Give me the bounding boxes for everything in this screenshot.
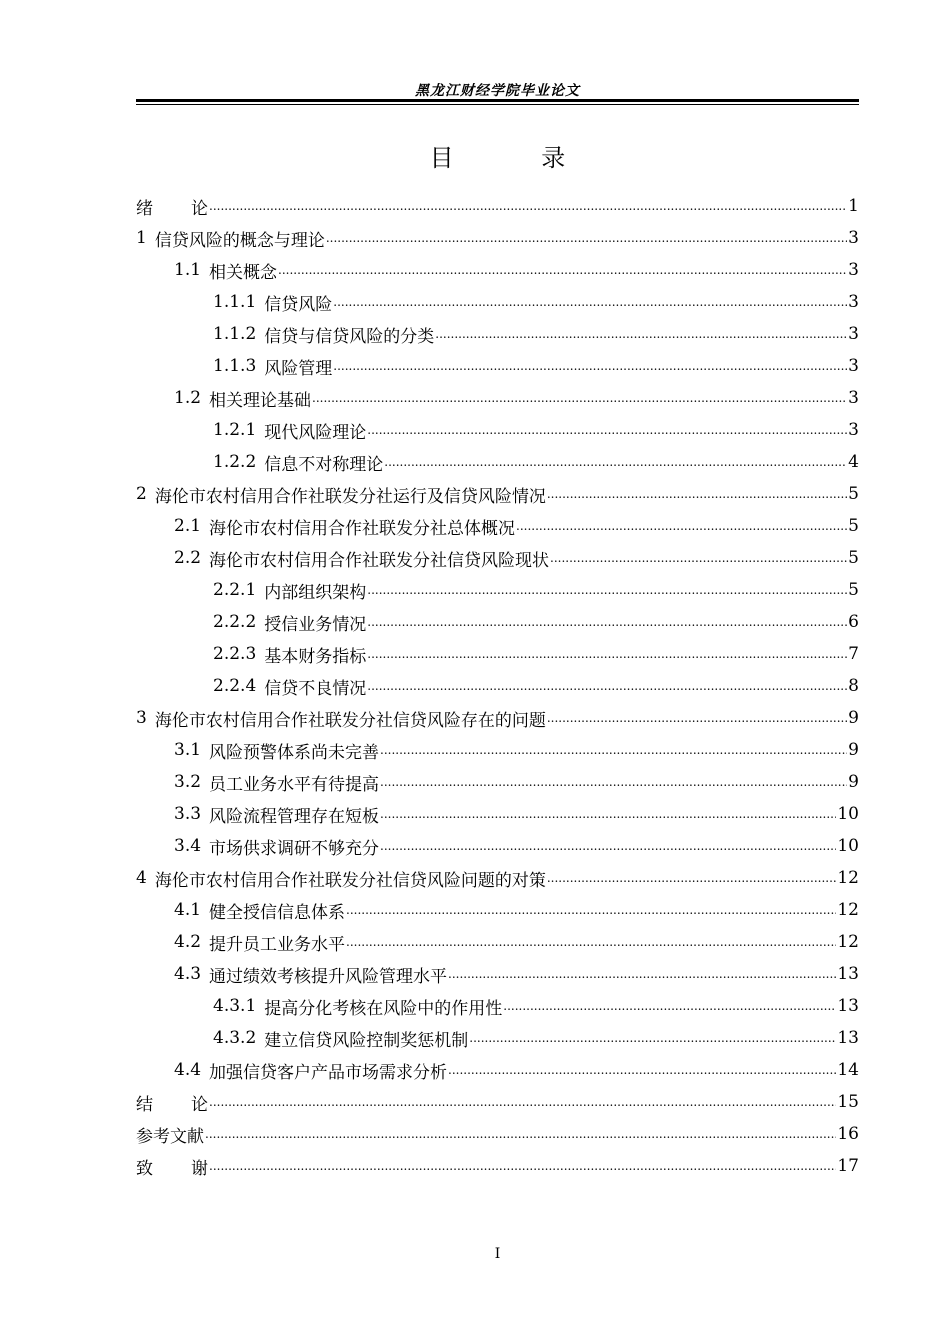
toc-entry-page: 3	[848, 228, 859, 248]
toc-entry-page: 12	[837, 932, 859, 952]
toc-leader-dots	[448, 1060, 836, 1080]
toc-entry[interactable]	[136, 574, 859, 606]
toc-entry-number: 1.1.1	[213, 292, 257, 312]
toc-entry-page: 15	[837, 1092, 859, 1112]
toc-entry-number: 2.2.2	[213, 612, 257, 632]
toc-entry-page: 17	[837, 1156, 859, 1176]
toc-entry-number: 2.2	[174, 548, 202, 568]
toc-entry[interactable]	[136, 862, 859, 894]
toc-leader-dots	[380, 740, 847, 760]
toc-entry-number: 2.1	[174, 516, 202, 536]
toc-entry-number: 4.3.1	[213, 996, 257, 1016]
toc-entry[interactable]	[136, 958, 859, 990]
toc-entry-page: 10	[837, 836, 859, 856]
toc-entry-page: 1	[848, 196, 859, 216]
table-of-contents	[136, 190, 859, 1182]
toc-entry-title: 信贷风险的概念与理论	[154, 230, 325, 251]
toc-leader-dots	[333, 356, 847, 376]
toc-leader-dots	[278, 260, 847, 280]
toc-leader-dots	[367, 644, 847, 664]
toc-entry-title: 授信业务情况	[264, 614, 367, 635]
toc-leader-dots	[384, 452, 847, 472]
toc-leader-dots	[435, 324, 847, 344]
toc-entry[interactable]	[136, 350, 859, 382]
toc-entry[interactable]	[136, 1054, 859, 1086]
toc-entry-title: 市场供求调研不够充分	[209, 838, 380, 859]
toc-entry-title: 风险流程管理存在短板	[209, 806, 380, 827]
toc-entry-page: 7	[848, 644, 859, 664]
toc-entry-page: 9	[848, 708, 859, 728]
toc-entry-page: 13	[837, 1028, 859, 1048]
toc-entry-title: 提升员工业务水平	[209, 934, 346, 955]
toc-entry-title: 海伦市农村信用合作社联发分社总体概况	[209, 518, 516, 539]
toc-entry-number: 2.2.4	[213, 676, 257, 696]
toc-entry-page: 3	[848, 356, 859, 376]
page-number: I	[494, 1246, 501, 1262]
toc-leader-dots	[448, 964, 836, 984]
toc-entry[interactable]	[136, 318, 859, 350]
running-header: 黑龙江财经学院毕业论文	[415, 83, 580, 99]
toc-entry-title: 海伦市农村信用合作社联发分社运行及信贷风险情况	[154, 486, 546, 507]
toc-entry[interactable]	[136, 798, 859, 830]
toc-leader-dots	[209, 196, 847, 216]
toc-entry-page: 10	[837, 804, 859, 824]
toc-entry-title: 致谢	[136, 1158, 246, 1179]
toc-entry-page: 5	[848, 548, 859, 568]
toc-entry-number: 4.4	[174, 1060, 202, 1080]
toc-entry-number: 4.1	[174, 900, 202, 920]
toc-entry-number: 1.1.3	[213, 356, 257, 376]
toc-entry-title: 提高分化考核在风险中的作用性	[264, 998, 503, 1019]
toc-entry-page: 5	[848, 580, 859, 600]
toc-entry-page: 5	[848, 516, 859, 536]
toc-entry[interactable]	[136, 286, 859, 318]
toc-entry-number: 3.1	[174, 740, 202, 760]
toc-entry-number: 1.1.2	[213, 324, 257, 344]
toc-entry-title: 海伦市农村信用合作社联发分社信贷风险存在的问题	[154, 710, 546, 731]
toc-entry-page: 6	[848, 612, 859, 632]
toc-entry-number: 4	[136, 868, 147, 888]
toc-entry-page: 13	[837, 996, 859, 1016]
toc-entry-page: 12	[837, 868, 859, 888]
toc-leader-dots	[380, 772, 847, 792]
toc-leader-dots	[326, 228, 847, 248]
toc-leader-dots	[380, 836, 836, 856]
toc-entry[interactable]	[136, 766, 859, 798]
toc-entry-number: 4.3	[174, 964, 202, 984]
toc-entry-page: 8	[848, 676, 859, 696]
toc-leader-dots	[469, 1028, 836, 1048]
toc-leader-dots	[380, 804, 836, 824]
toc-entry-number: 3.2	[174, 772, 202, 792]
toc-entry[interactable]	[136, 478, 859, 510]
toc-entry-title: 建立信贷风险控制奖惩机制	[264, 1030, 469, 1051]
toc-entry-page: 5	[848, 484, 859, 504]
toc-entry[interactable]	[136, 638, 859, 670]
toc-entry-title: 信贷不良情况	[264, 678, 367, 699]
toc-entry-title: 相关理论基础	[209, 390, 312, 411]
toc-entry-page: 3	[848, 388, 859, 408]
toc-leader-dots	[516, 516, 847, 536]
toc-entry-number: 1.2.2	[213, 452, 257, 472]
toc-entry-number: 2	[136, 484, 147, 504]
toc-entry[interactable]	[136, 670, 859, 702]
toc-entry[interactable]	[136, 542, 859, 574]
toc-entry-title: 相关概念	[209, 262, 278, 283]
toc-entry[interactable]	[136, 1118, 859, 1150]
toc-leader-dots	[346, 932, 836, 952]
toc-entry[interactable]	[136, 1150, 859, 1182]
toc-entry-page: 12	[837, 900, 859, 920]
toc-leader-dots	[550, 548, 847, 568]
toc-entry-title: 结论	[136, 1094, 246, 1115]
toc-entry[interactable]	[136, 1086, 859, 1118]
toc-entry[interactable]	[136, 926, 859, 958]
toc-entry-title: 海伦市农村信用合作社联发分社信贷风险问题的对策	[154, 870, 546, 891]
toc-entry[interactable]	[136, 702, 859, 734]
toc-entry[interactable]	[136, 222, 859, 254]
toc-entry-number: 1.2	[174, 388, 202, 408]
toc-entry-page: 3	[848, 420, 859, 440]
toc-leader-dots	[205, 1124, 836, 1144]
toc-entry-title: 加强信贷客户产品市场需求分析	[209, 1062, 448, 1083]
toc-leader-dots	[367, 420, 847, 440]
toc-leader-dots	[547, 484, 847, 504]
toc-entry-page: 3	[848, 324, 859, 344]
toc-entry[interactable]	[136, 510, 859, 542]
toc-title: 目 录	[429, 144, 606, 172]
toc-entry-title: 通过绩效考核提升风险管理水平	[209, 966, 448, 987]
header-rule-thin	[136, 104, 859, 105]
toc-leader-dots	[209, 1092, 836, 1112]
toc-entry-title: 内部组织架构	[264, 582, 367, 603]
toc-entry-title: 海伦市农村信用合作社联发分社信贷风险现状	[209, 550, 550, 571]
toc-entry-page: 14	[837, 1060, 859, 1080]
toc-leader-dots	[333, 292, 847, 312]
toc-entry[interactable]	[136, 190, 859, 222]
toc-entry-number: 2.2.1	[213, 580, 257, 600]
toc-entry-page: 4	[848, 452, 859, 472]
toc-leader-dots	[547, 708, 847, 728]
toc-entry-title: 信贷风险	[264, 294, 333, 315]
toc-entry-title: 风险管理	[264, 358, 333, 379]
toc-leader-dots	[367, 612, 847, 632]
toc-entry-title: 基本财务指标	[264, 646, 367, 667]
toc-entry-number: 3	[136, 708, 147, 728]
toc-leader-dots	[367, 676, 847, 696]
toc-entry[interactable]	[136, 382, 859, 414]
toc-leader-dots	[547, 868, 837, 888]
toc-entry-number: 1.1	[174, 260, 202, 280]
toc-entry-title: 现代风险理论	[264, 422, 367, 443]
toc-entry-page: 3	[848, 260, 859, 280]
toc-entry-number: 1.2.1	[213, 420, 257, 440]
toc-entry[interactable]	[136, 1022, 859, 1054]
toc-entry-number: 4.2	[174, 932, 202, 952]
toc-entry-title: 信贷与信贷风险的分类	[264, 326, 435, 347]
toc-entry-number: 3.3	[174, 804, 202, 824]
toc-entry[interactable]	[136, 254, 859, 286]
toc-leader-dots	[312, 388, 847, 408]
toc-entry-title: 员工业务水平有待提高	[209, 774, 380, 795]
toc-entry-title: 参考文献	[136, 1126, 204, 1147]
toc-entry-page: 9	[848, 740, 859, 760]
toc-entry[interactable]	[136, 734, 859, 766]
toc-entry[interactable]	[136, 446, 859, 478]
toc-entry-title: 绪论	[136, 198, 246, 219]
toc-entry[interactable]	[136, 414, 859, 446]
toc-entry-page: 9	[848, 772, 859, 792]
toc-entry-page: 16	[837, 1124, 859, 1144]
toc-entry[interactable]	[136, 606, 859, 638]
toc-leader-dots	[346, 900, 836, 920]
toc-entry-title: 风险预警体系尚未完善	[209, 742, 380, 763]
toc-entry[interactable]	[136, 894, 859, 926]
toc-entry-title: 健全授信信息体系	[209, 902, 346, 923]
toc-leader-dots	[209, 1156, 836, 1176]
toc-entry-page: 13	[837, 964, 859, 984]
toc-entry[interactable]	[136, 990, 859, 1022]
toc-entry-page: 3	[848, 292, 859, 312]
toc-entry-number: 2.2.3	[213, 644, 257, 664]
toc-entry[interactable]	[136, 830, 859, 862]
toc-entry-number: 4.3.2	[213, 1028, 257, 1048]
toc-leader-dots	[503, 996, 836, 1016]
toc-leader-dots	[367, 580, 847, 600]
toc-entry-title: 信息不对称理论	[264, 454, 384, 475]
header-rule-thick	[136, 99, 859, 102]
toc-entry-number: 1	[136, 228, 147, 248]
toc-entry-number: 3.4	[174, 836, 202, 856]
